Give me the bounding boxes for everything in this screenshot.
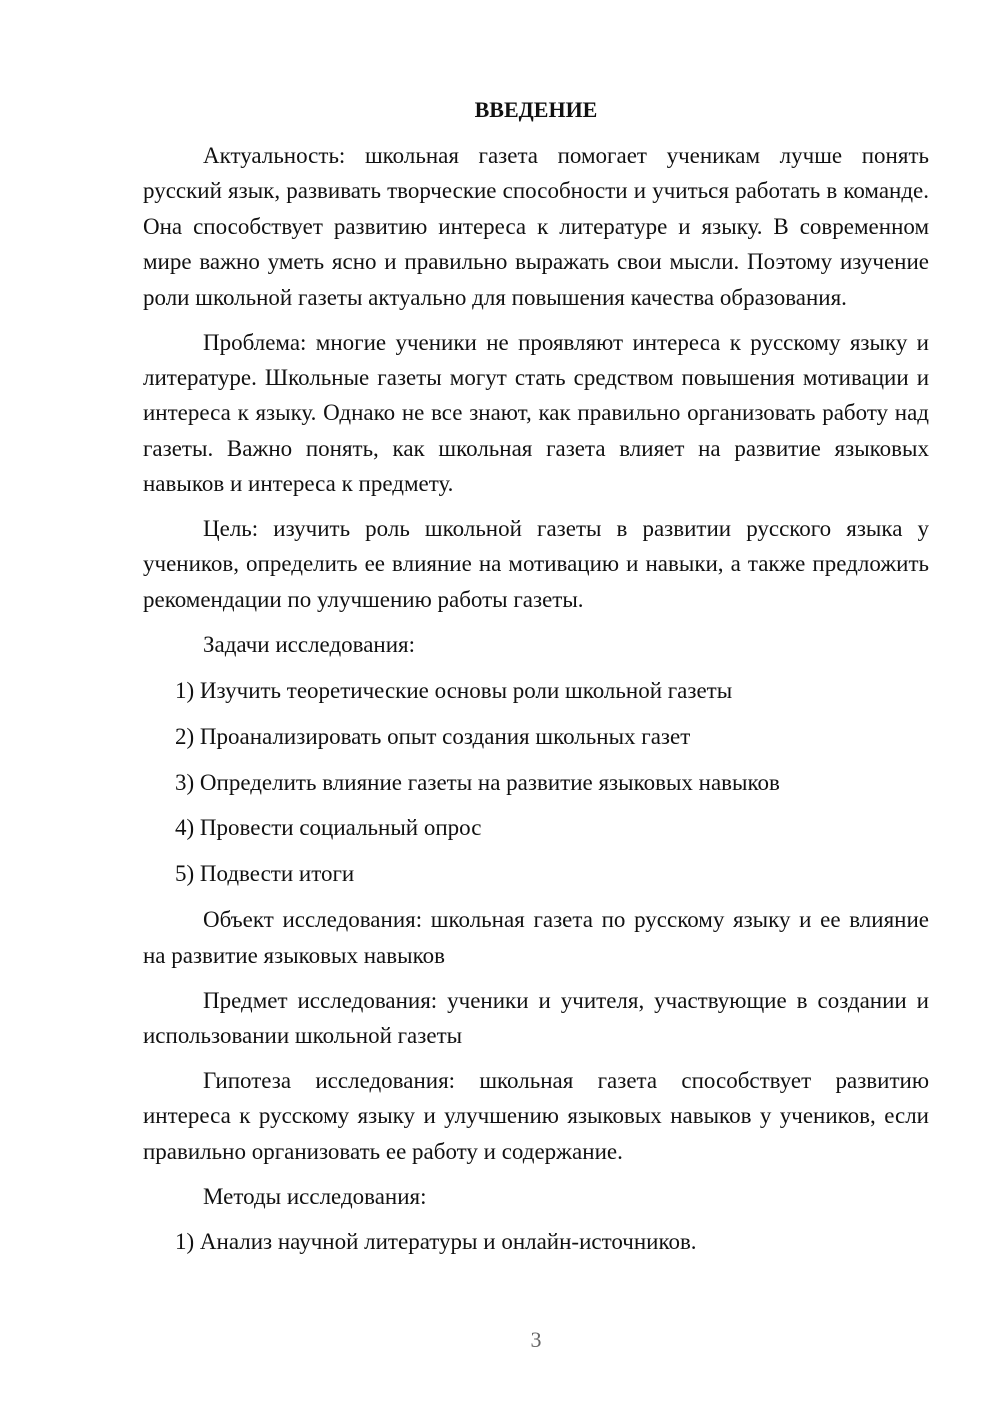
section-title: ВВЕДЕНИЕ	[474, 97, 598, 122]
task-item-3: 3) Определить влияние газеты на развитие языковых навыков	[175, 769, 780, 795]
methods-heading: Методы исследования:	[203, 1183, 427, 1209]
relevance-paragraph: Актуальность: школьная газета помогает ученикам лучше понять русский язык, развивать творческие способности и учиться работать в команде. Она способствует развитию интереса к литературе и языку. В современном мире важно уметь ясно и правильно выражать свои мысли. Поэтому изучение роли школьной газеты актуально для повышения качества образования.	[143, 143, 929, 310]
subject-paragraph: Предмет исследования: ученики и учителя, участвующие в создании и использовании школьной газеты	[143, 987, 929, 1048]
method-item-1: 1) Анализ научной литературы и онлайн-источников.	[175, 1229, 697, 1255]
task-item-5: 5) Подвести итоги	[175, 861, 355, 887]
tasks-heading: Задачи исследования:	[203, 631, 416, 657]
task-item-1: 1) Изучить теоретические основы роли школьной газеты	[175, 677, 733, 703]
object-paragraph: Объект исследования: школьная газета по русскому языку и ее влияние на развитие языковых навыков	[143, 907, 929, 968]
page-number: 3	[530, 1327, 542, 1352]
problem-paragraph: Проблема: многие ученики не проявляют интереса к русскому языку и литературе. Школьные газеты могут стать средством повышения мотивации и интереса к языку. Однако не все знают, как правильно организовать работу над газеты. Важно понять, как школьная газета влияет на развитие языковых навыков и интереса к предмету.	[143, 329, 929, 497]
task-item-2: 2) Проанализировать опыт создания школьных газет	[175, 723, 691, 749]
hypothesis-paragraph: Гипотеза исследования: школьная газета способствует развитию интереса к русскому языку и улучшению языковых навыков у учеников, если правильно организовать ее работу и содержание.	[143, 1067, 929, 1164]
document-body	[143, 96, 929, 1270]
task-item-4: 4) Провести социальный опрос	[175, 815, 482, 841]
goal-paragraph: Цель: изучить роль школьной газеты в развитии русского языка у учеников, определить ее влияние на мотивацию и навыки, а также предложить рекомендации по улучшению работы газеты.	[143, 516, 929, 612]
